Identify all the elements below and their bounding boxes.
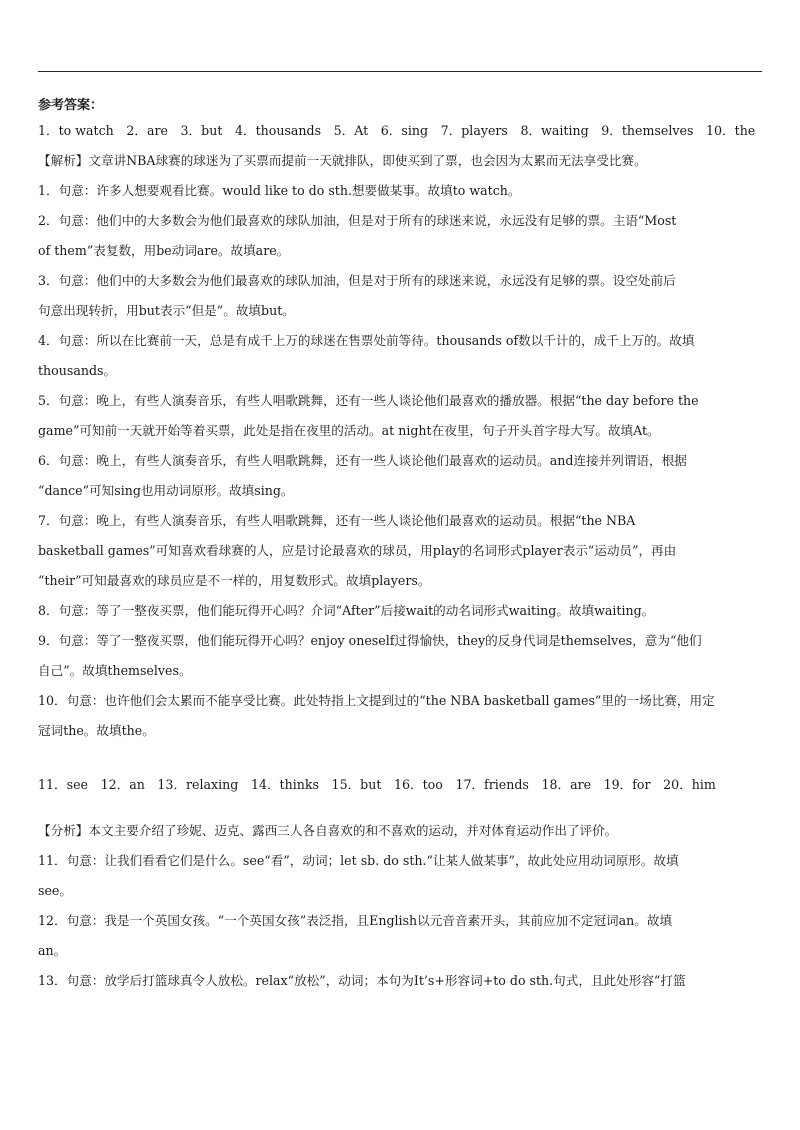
text-line: 【解析】文章讲NBA球赛的球迷为了买票而提前一天就排队，即使买到了票，也会因为太累而无法享受比赛。 <box>38 153 647 168</box>
text-line: 11．句意：让我们看看它们是什么。see“看”，动词；let sb. do sth.“让某人做某事”，故此处应用动词原形。故填 <box>38 853 679 868</box>
answer-key-11-20: 11．see 12．an 13．relaxing 14．thinks 15．but 16．too 17．friends 18．are 19．for 20．him <box>38 777 716 792</box>
text-line: 13．句意：放学后打篮球真令人放松。relax“放松”，动词；本句为It’s+形容词+to do sth.句式，且此处形容“打篮 <box>38 973 686 988</box>
text-line: 9．句意：等了一整夜买票，他们能玩得开心吗？enjoy oneself过得愉快，they的反身代词是themselves，意为“他们 <box>38 633 702 648</box>
text-line: 3．句意：他们中的大多数会为他们最喜欢的球队加油，但是对于所有的球迷来说，永远没有足够的票。设空处前后 <box>38 273 676 288</box>
text-line: 冠词the。故填the。 <box>38 723 155 738</box>
spacer <box>38 746 762 770</box>
text-line: of them”表复数，用be动词are。故填are。 <box>38 243 290 258</box>
text-line: see。 <box>38 883 72 898</box>
text-line: 1．句意：许多人想要观看比赛。would like to do sth.想要做某事。故填to watch。 <box>38 183 521 198</box>
text-line: 7．句意：晚上，有些人演奏音乐，有些人唱歌跳舞，还有一些人谈论他们最喜欢的运动员。根据“the NBA <box>38 513 636 528</box>
text-line: an。 <box>38 943 67 958</box>
explanation-block-1 <box>38 146 762 746</box>
text-line: 2．句意：他们中的大多数会为他们最喜欢的球队加油，但是对于所有的球迷来说，永远没有足够的票。主语“Most <box>38 213 677 228</box>
explanation-block-2 <box>38 816 762 996</box>
text-line: 6．句意：晚上，有些人演奏音乐，有些人唱歌跳舞，还有一些人谈论他们最喜欢的运动员。and连接并列谓语，根据 <box>38 453 687 468</box>
text-line: “their”可知最喜欢的球员应是不一样的，用复数形式。故填players。 <box>38 573 431 588</box>
text-line: 句意出现转折，用but表示“但是”。故填but。 <box>38 303 295 318</box>
text-line: “dance”可知sing也用动词原形。故填sing。 <box>38 483 294 498</box>
text-line: thousands。 <box>38 363 117 378</box>
answer-document <box>38 96 762 996</box>
text-line: 8．句意：等了一整夜买票，他们能玩得开心吗？介词“After”后接wait的动名词形式waiting。故填waiting。 <box>38 603 655 618</box>
text-line: 5．句意：晚上，有些人演奏音乐，有些人唱歌跳舞，还有一些人谈论他们最喜欢的播放器。根据“the day before the <box>38 393 699 408</box>
header-rule <box>38 71 762 72</box>
text-line: basketball games”可知喜欢看球赛的人，应是讨论最喜欢的球员，用play的名词形式player表示“运动员”，再由 <box>38 543 677 558</box>
text-line: 4．句意：所以在比赛前一天，总是有成千上万的球迷在售票处前等待。thousands of数以千计的，成千上万的。故填 <box>38 333 695 348</box>
text-line: 10．句意：也许他们会太累而不能享受比赛。此处特指上文提到过的“the NBA basketball games”里的一场比赛，用定 <box>38 693 715 708</box>
text-line: 12．句意：我是一个英国女孩。“一个英国女孩”表泛指，且English以元音音素开头，其前应加不定冠词an。故填 <box>38 913 673 928</box>
text-line: 【分析】本文主要介绍了珍妮、迈克、露西三人各自喜欢的和不喜欢的运动，并对体育运动作出了评价。 <box>38 823 618 838</box>
answer-key-1-10: 1．to watch 2．are 3．but 4．thousands 5．At 6．sing 7．players 8．waiting 9．themselves 10．the <box>38 123 756 138</box>
spacer <box>38 800 762 816</box>
text-line: game”可知前一天就开始等着买票，此处是指在夜里的活动。at night在夜里，句子开头首字母大写。故填At。 <box>38 423 660 438</box>
reference-answers-heading: 参考答案： <box>38 98 104 113</box>
text-line: 自己”。故填themselves。 <box>38 663 192 678</box>
